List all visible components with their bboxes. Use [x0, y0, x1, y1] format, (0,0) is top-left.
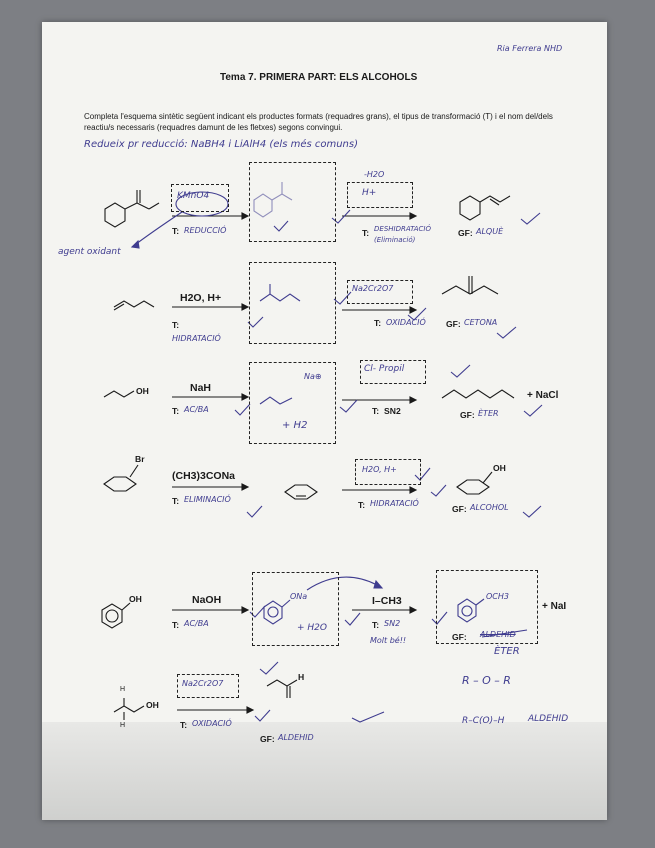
row6-product-atom: H — [298, 672, 305, 682]
row5-group: ÈTER — [494, 646, 520, 657]
row2-second-reagent: Na2Cr2O7 — [352, 284, 394, 293]
row5-second-type-note: Molt bé!! — [370, 636, 407, 645]
row4-product-group: OH — [493, 463, 506, 473]
row3-second-type: SN2 — [384, 406, 401, 416]
row1-intermediate-box — [249, 162, 336, 242]
row6-note-text: ALDEHID — [528, 714, 569, 724]
row5-group-struck: ALDEHID — [480, 630, 516, 639]
row5-type-label: T: — [172, 620, 180, 630]
row1-product-alkene — [460, 196, 510, 220]
row6-type: OXIDACIÓ — [192, 719, 232, 728]
handwritten-note: Redueix pr reducció: NaBH4 i LiAlH4 (els més comuns) — [84, 139, 359, 150]
row5-byproduct: + NaI — [542, 601, 567, 612]
row4-cyclohexene — [285, 485, 317, 499]
row2-group-label: GF: — [446, 319, 461, 329]
row4-start-bromocyclohexane — [104, 477, 136, 491]
row3-intermediate-note: + H2 — [282, 420, 308, 431]
row2-second-type: OXIDACIÓ — [386, 318, 426, 327]
row3-charge: Na⊕ — [304, 372, 322, 381]
row1-reagent: KMnO4 — [177, 191, 210, 201]
row4-group: ALCOHOL — [470, 503, 509, 512]
student-name: Ria Ferrera NHD — [497, 44, 563, 53]
row6-atom-bottom: H — [120, 722, 126, 729]
row4-second-type-label: T: — [358, 500, 366, 510]
row5-intermediate-note: + H2O — [297, 623, 327, 633]
row3-second-reagent: Cl- Propil — [364, 364, 405, 374]
row3-type: AC/BA — [184, 405, 209, 414]
row5-second-reagent: I–CH3 — [372, 595, 402, 607]
row3-product-ether — [442, 390, 514, 398]
row6-substituent: OH — [146, 700, 159, 710]
row5-type: AC/BA — [184, 619, 209, 628]
worksheet-page — [42, 22, 607, 820]
row6-note-formula: R–C(O)–H — [462, 716, 505, 726]
row6-start-propanol — [114, 706, 144, 712]
row4-second-type: HIDRATACIÓ — [370, 499, 419, 508]
row5-intermediate-box — [252, 572, 339, 646]
row2-reagent: H2O, H+ — [180, 292, 222, 304]
row3-group: ÈTER — [478, 409, 499, 418]
row6-product-aldehyde — [267, 680, 297, 698]
row3-start-propanol — [104, 391, 134, 397]
row1-reagent-note: agent oxidant — [58, 247, 121, 257]
row1-group: ALQUÈ — [476, 227, 504, 236]
row2-second-type-label: T: — [374, 318, 382, 328]
row2-intermediate-box — [249, 262, 336, 344]
row4-type-label: T: — [172, 496, 180, 506]
row1-second-reagent: H+ — [362, 188, 377, 198]
row5-group-label: GF: — [452, 632, 467, 642]
row5-second-type-label: T: — [372, 620, 380, 630]
row6-group-label: GF: — [260, 734, 275, 744]
row4-reagent: (CH3)3CONa — [172, 470, 236, 482]
row4-second-reagent: H2O, H+ — [362, 465, 397, 474]
row4-type: ELIMINACIÓ — [184, 495, 231, 504]
row6-group: ALDEHID — [278, 733, 314, 742]
row5-reagent: NaOH — [192, 594, 222, 606]
row3-substituent: OH — [136, 386, 149, 396]
row5-note-formula: R – O – R — [462, 674, 511, 687]
row6-reagent: Na2Cr2O7 — [182, 679, 224, 688]
row5-substituent: OH — [129, 594, 142, 604]
row1-second-type: DESHIDRATACIÓ (Eliminació) — [374, 225, 432, 244]
row6-type-label: T: — [180, 720, 188, 730]
row1-group-label: GF: — [458, 228, 473, 238]
row2-group: CETONA — [464, 318, 498, 327]
row5-second-type: SN2 — [384, 619, 401, 628]
row5-intermediate-label: ONa — [290, 592, 308, 601]
row1-second-type-label: T: — [362, 228, 370, 238]
row3-group-label: GF: — [460, 410, 475, 420]
row4-substituent: Br — [135, 454, 145, 464]
row5-product-label: OCH3 — [486, 592, 509, 601]
row5-start-phenol — [102, 603, 130, 628]
row3-second-type-label: T: — [372, 406, 380, 416]
row3-byproduct: + NaCl — [527, 390, 559, 401]
row3-reagent: NaH — [190, 382, 212, 394]
row6-atom-top: H — [120, 686, 126, 693]
row2-product-ketone — [442, 276, 498, 294]
row4-group-label: GF: — [452, 504, 467, 514]
row1-type: REDUCCIÓ — [184, 226, 227, 235]
row2-type-label: T: — [172, 320, 180, 330]
page-title: Tema 7. PRIMERA PART: ELS ALCOHOLS — [220, 72, 418, 83]
row1-type-label: T: — [172, 226, 180, 236]
row1-start-molecule — [105, 190, 159, 227]
row1-second-reagent-note: -H2O — [364, 170, 385, 179]
row2-type: HIDRATACIÓ — [172, 334, 221, 343]
instructions: Completa l'esquema sintètic següent indicant els productes formats (requadres grans), el tipus de transformació (T) i el nom del/dels reactiu/s necessaris (requadres damunt de les fletxes) segons convingui. — [84, 112, 553, 132]
row3-type-label: T: — [172, 406, 180, 416]
row3-intermediate-box — [249, 362, 336, 444]
row1-reagent-box-2 — [347, 182, 413, 208]
